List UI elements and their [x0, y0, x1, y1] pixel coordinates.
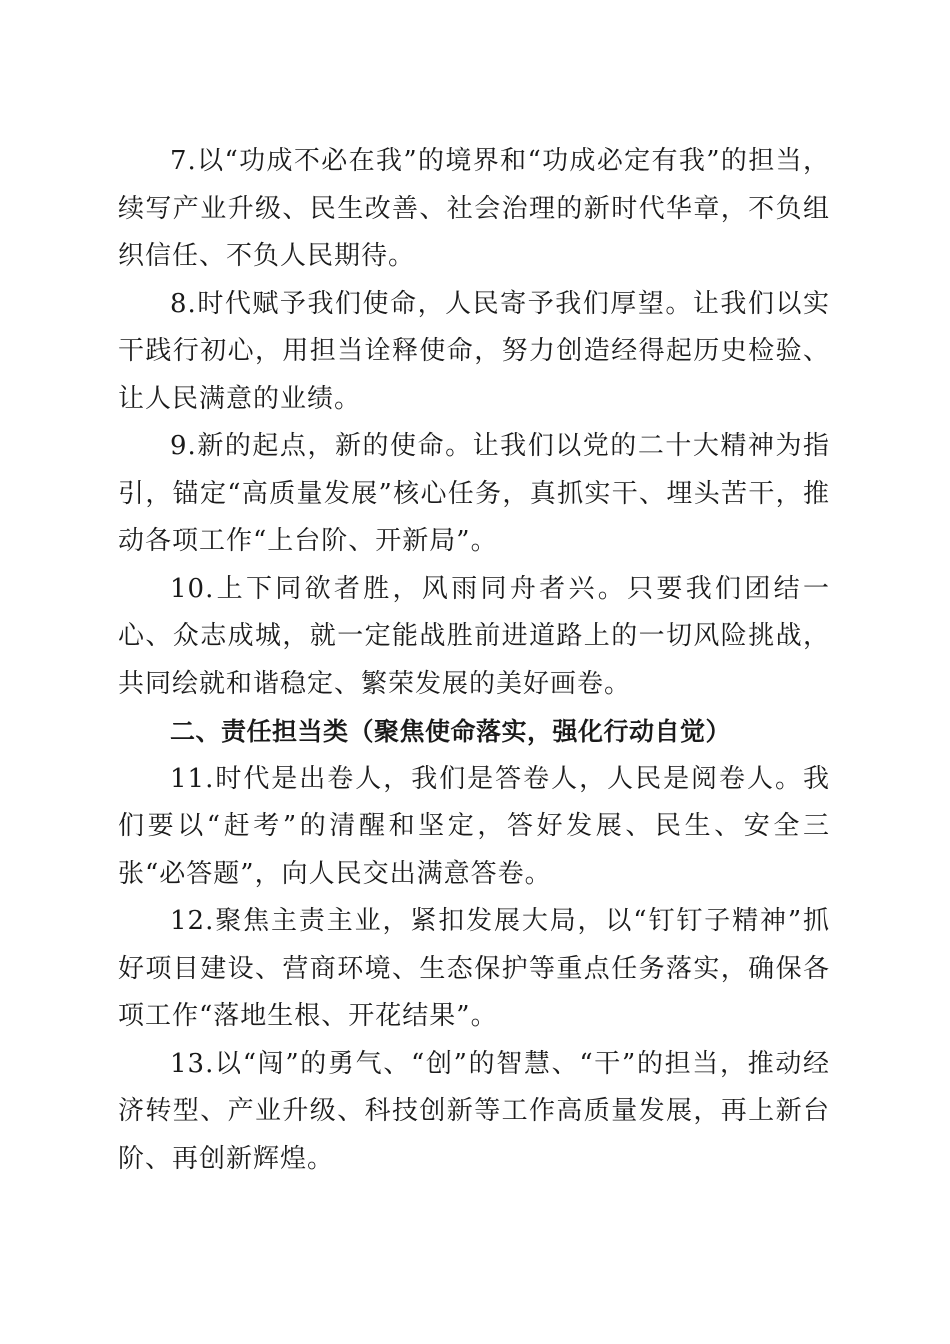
- section-heading: 二、责任担当类（聚焦使命落实，强化行动自觉）: [170, 717, 732, 746]
- paragraph-11: 11.时代是出卷人，我们是答卷人，人民是阅卷人。我们要以“赶考”的清醒和坚定，答好发展、民生、安全三张“必答题”，向人民交出满意答卷。: [118, 763, 830, 889]
- document-body: [118, 138, 830, 1183]
- paragraph-10: 10.上下同欲者胜，风雨同舟者兴。只要我们团结一心、众志成城，就一定能战胜前进道路上的一切风险挑战，共同绘就和谐稳定、繁荣发展的美好画卷。: [118, 573, 830, 699]
- paragraph-8: 8.时代赋予我们使命，人民寄予我们厚望。让我们以实干践行初心，用担当诠释使命，努力创造经得起历史检验、让人民满意的业绩。: [118, 288, 830, 414]
- paragraph-7: 7.以“功成不必在我”的境界和“功成必定有我”的担当，续写产业升级、民生改善、社会治理的新时代华章，不负组织信任、不负人民期待。: [118, 146, 830, 271]
- paragraph-13: 13.以“闯”的勇气、“创”的智慧、“干”的担当，推动经济转型、产业升级、科技创新等工作高质量发展，再上新台阶、再创新辉煌。: [118, 1048, 830, 1174]
- paragraph-9: 9.新的起点，新的使命。让我们以党的二十大精神为指引，锚定“高质量发展”核心任务，真抓实干、埋头苦干，推动各项工作“上台阶、开新局”。: [118, 431, 830, 556]
- paragraph-12: 12.聚焦主责主业，紧扣发展大局，以“钉钉子精神”抓好项目建设、营商环境、生态保护等重点任务落实，确保各项工作“落地生根、开花结果”。: [118, 906, 830, 1031]
